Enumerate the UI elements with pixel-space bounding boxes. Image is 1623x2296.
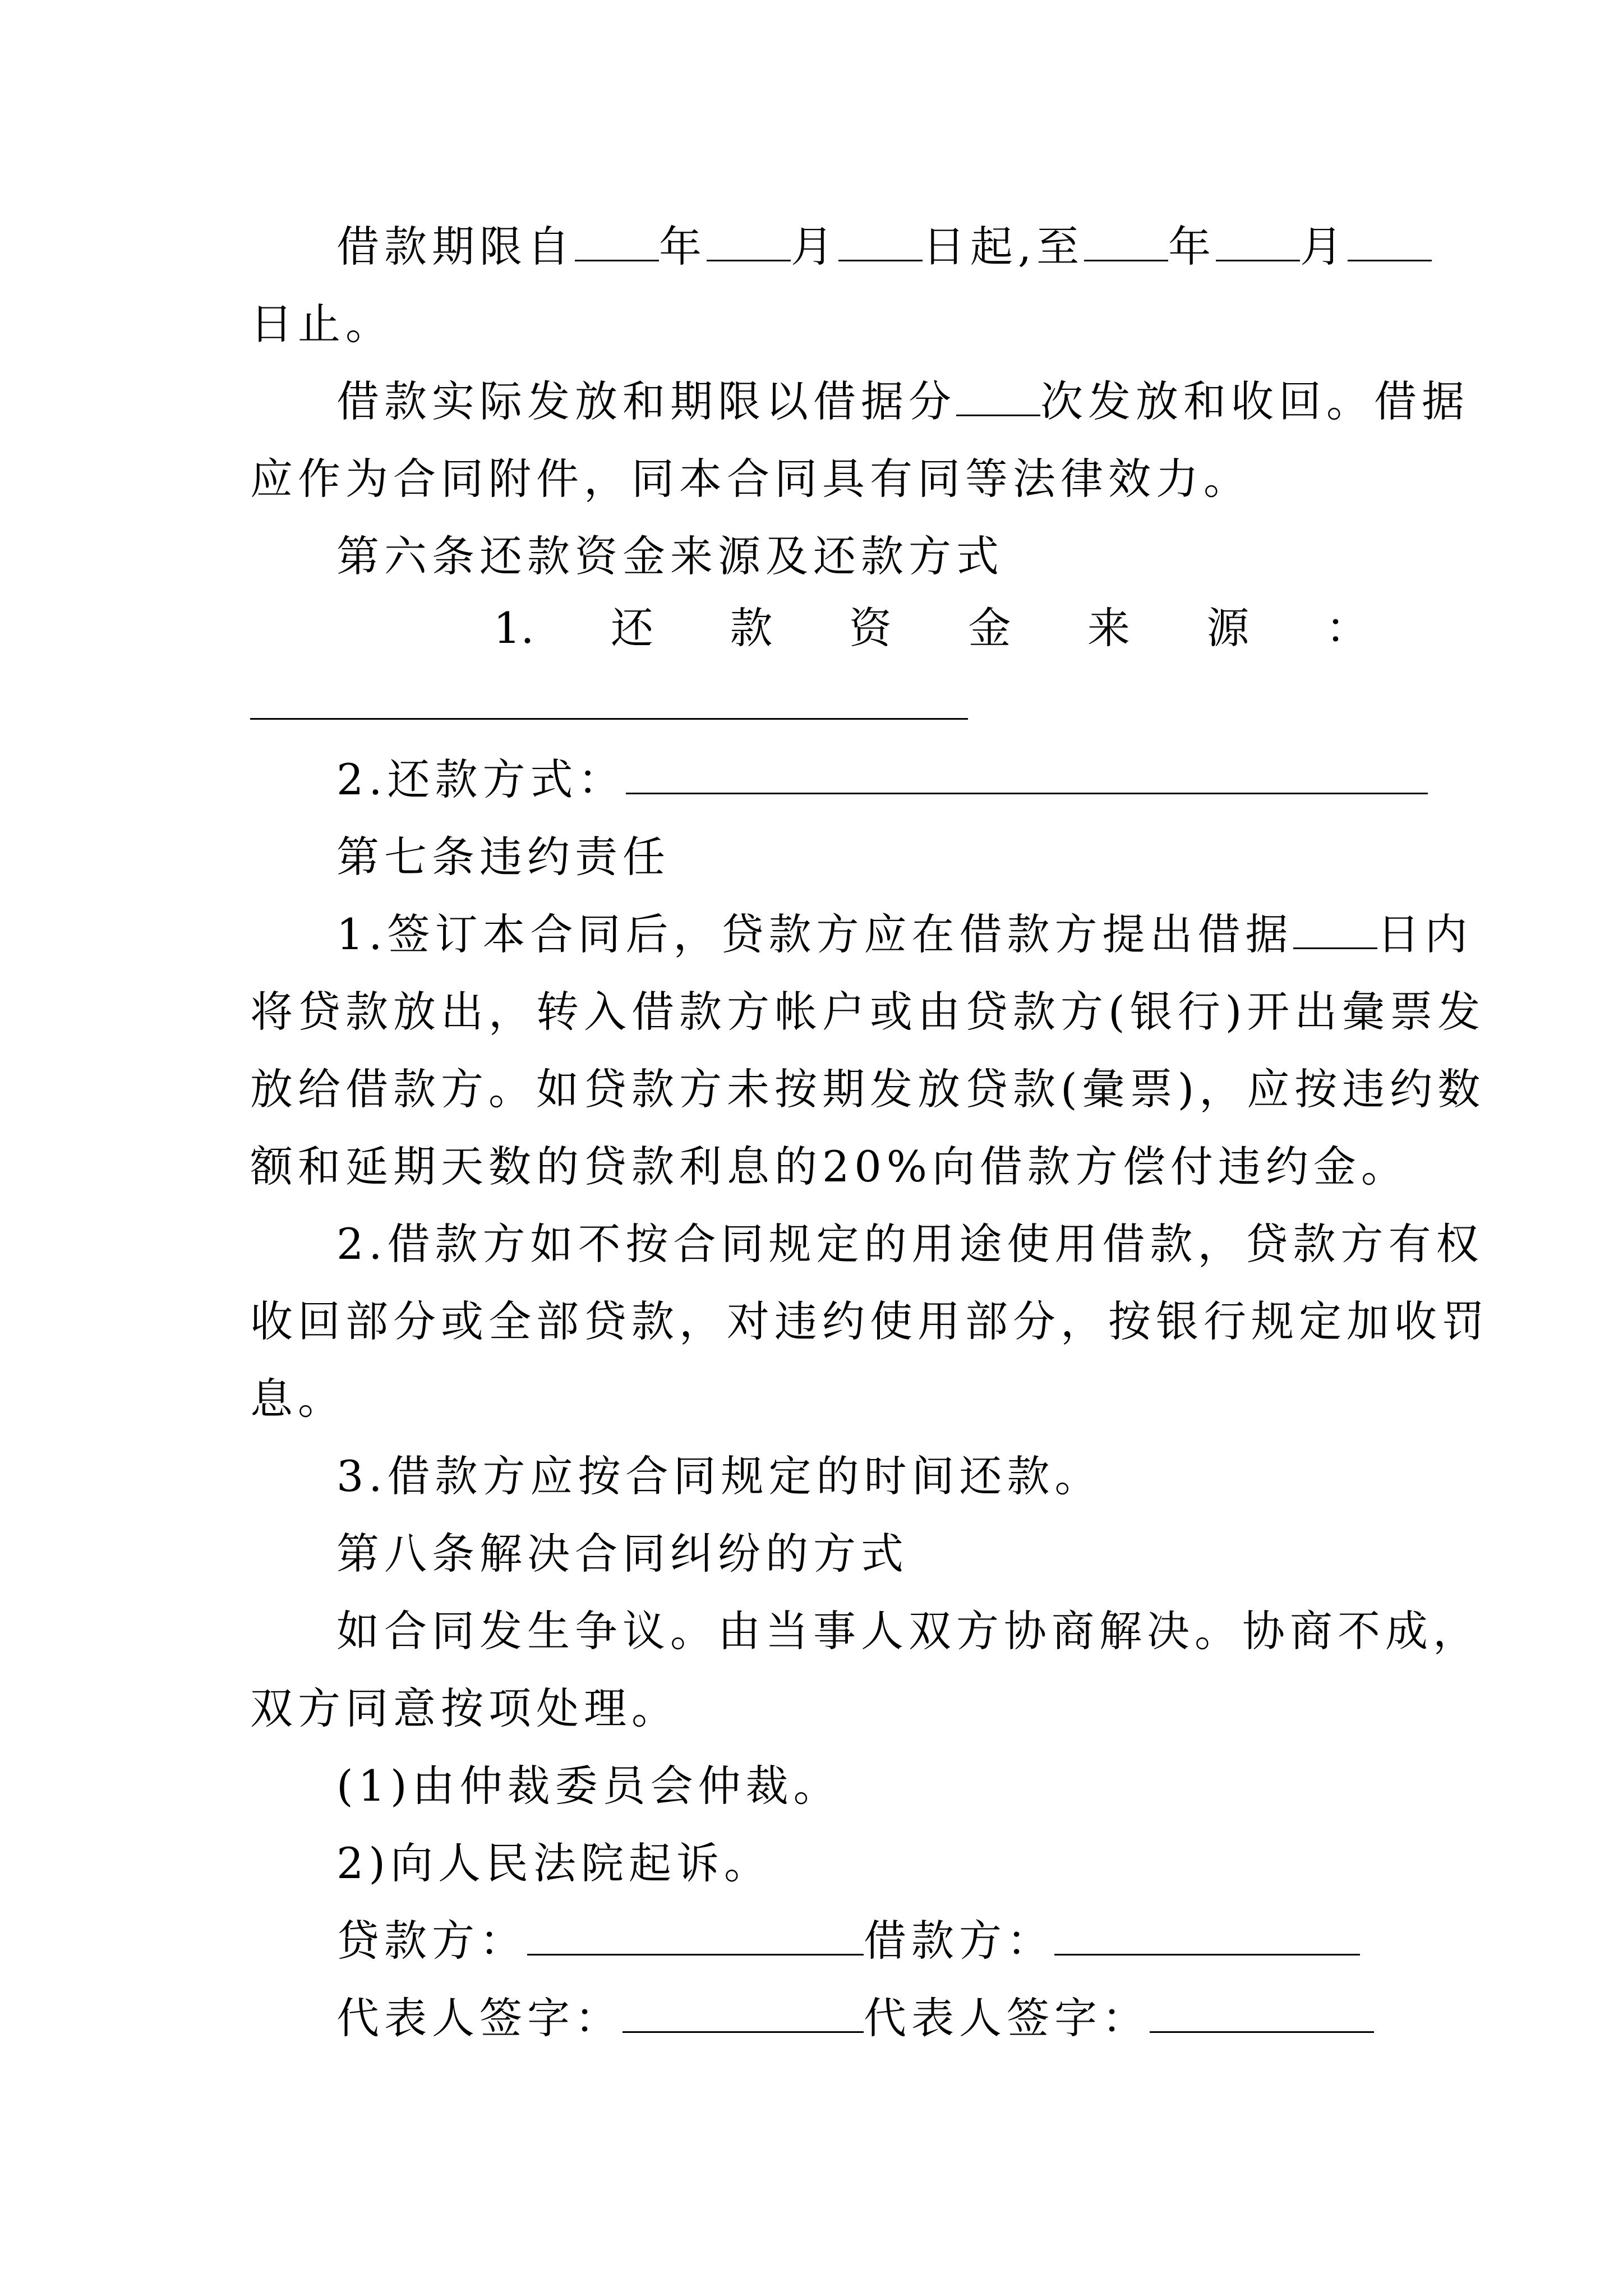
paragraph-line — [336, 907, 1473, 963]
paragraph-line: 息。 — [250, 1374, 345, 1424]
paragraph-line: 2.借款方如不按合同规定的用途使用借款，贷款方有权 — [336, 1219, 1484, 1269]
loan-term-line — [336, 219, 1432, 275]
text: 日内 — [1377, 909, 1473, 959]
text: 次发放和收回。借据 — [1040, 376, 1469, 426]
text: 月 — [1300, 222, 1348, 272]
paragraph-line: (1)由仲裁委员会仲裁。 — [336, 1761, 841, 1811]
lender-label: 贷款方： — [336, 1916, 527, 1966]
borrower-label: 借款方： — [864, 1916, 1054, 1966]
blank-field — [626, 754, 1428, 794]
paragraph-line: 如合同发生争议。由当事人双方协商解决。协商不成， — [336, 1606, 1481, 1656]
text: 源 — [1206, 603, 1249, 653]
article-heading: 第八条解决合同纠纷的方式 — [336, 1529, 909, 1579]
paragraph-line: 双方同意按项处理。 — [250, 1683, 679, 1733]
repayment-source-line — [494, 600, 1368, 656]
text: 2.还款方式： — [336, 754, 626, 804]
text: 借款实际发放和期限以借据分 — [336, 376, 956, 426]
text: 还 — [611, 603, 653, 653]
lender-rep-label: 代表人签字： — [336, 1993, 623, 2043]
lender-rep-blank — [623, 1993, 864, 2033]
blank-field — [1084, 222, 1168, 261]
borrower-blank — [1054, 1916, 1360, 1955]
repayment-method-line — [336, 752, 1428, 808]
signature-line — [336, 1913, 1360, 1969]
blank-field — [1348, 222, 1432, 261]
text: 年 — [659, 222, 707, 272]
borrower-rep-label: 代表人签字： — [864, 1993, 1150, 2043]
blank-field — [1216, 222, 1300, 261]
paragraph-line: 收回部分或全部贷款，对违约使用部分，按银行规定加收罚 — [250, 1296, 1490, 1346]
text: 月 — [791, 222, 838, 272]
text: 1.签订本合同后，贷款方应在借款方提出借据 — [336, 909, 1293, 959]
paragraph-line: 日止。 — [250, 299, 393, 349]
representative-signature-line — [336, 1990, 1374, 2046]
text: ： — [1325, 603, 1368, 653]
text: 来 — [1087, 603, 1130, 653]
blank-field — [250, 718, 968, 720]
lender-blank — [527, 1916, 864, 1955]
blank-field — [1293, 909, 1377, 949]
text: 借款期限自 — [336, 222, 575, 272]
paragraph-line: 2)向人民法院起诉。 — [336, 1838, 772, 1888]
blank-field — [707, 222, 791, 261]
text: 年 — [1168, 222, 1216, 272]
blank-field — [838, 222, 923, 261]
article-heading: 第七条违约责任 — [336, 832, 670, 882]
paragraph-line: 放给借款方。如贷款方未按期发放贷款(彙票)，应按违约数 — [250, 1064, 1486, 1114]
blank-field — [956, 376, 1040, 416]
text: 款 — [730, 603, 773, 653]
text: 日起,至 — [923, 222, 1085, 272]
blank-field — [575, 222, 659, 261]
borrower-rep-blank — [1150, 1993, 1374, 2033]
paragraph-line: 3.借款方应按合同规定的时间还款。 — [336, 1451, 1103, 1501]
paragraph-line: 将贷款放出，转入借款方帐户或由贷款方(银行)开出彙票发 — [250, 987, 1486, 1037]
text: 1. — [494, 603, 534, 653]
article-heading: 第六条还款资金来源及还款方式 — [336, 531, 1004, 581]
paragraph-line: 额和延期天数的贷款利息的20%向借款方偿付违约金。 — [250, 1142, 1409, 1191]
text: 资 — [849, 603, 892, 653]
paragraph-line: 应作为合同附件，同本合同具有同等法律效力。 — [250, 454, 1251, 504]
paragraph-line — [336, 374, 1469, 430]
text: 金 — [968, 603, 1011, 653]
